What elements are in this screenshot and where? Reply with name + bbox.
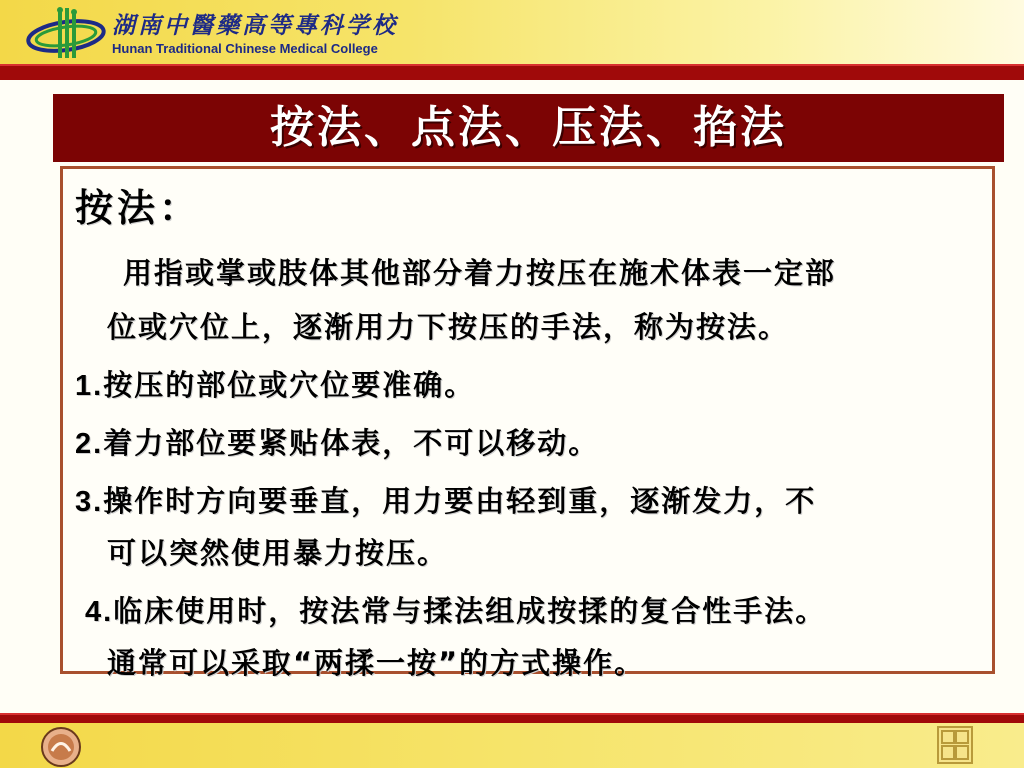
point-1 [75,363,475,404]
header-stripe [0,64,1024,80]
point-2 [75,421,599,462]
point-3-continued: 可以突然使用暴力按压。 [107,536,449,570]
college-name-en: Hunan Traditional Chinese Medical College [112,41,378,56]
point-text: 按压的部位或穴位要准确。 [103,368,476,402]
point-number: 1. [75,370,104,402]
college-logo-icon [24,4,114,62]
definition-line-2: 位或穴位上，逐渐用力下按压的手法，称为按法。 [107,310,790,344]
point-number: 2. [75,428,104,460]
point-4 [85,589,826,630]
point-text: 着力部位要紧贴体表，不可以移动。 [103,426,600,460]
content-box [60,166,995,680]
emblem-icon [38,726,84,768]
slide-title-bar [53,94,1004,162]
point-3 [75,479,816,520]
point-number: 4. [85,596,114,628]
footer-banner [0,723,1024,768]
section-heading: 按法： [75,186,202,230]
point-number: 3. [75,486,104,518]
point-4-continued: 通常可以采取“两揉一按”的方式操作。 [107,646,646,680]
point-text: 操作时方向要垂直，用力要由轻到重，逐渐发力，不 [103,484,817,518]
slide-title: 按法、点法、压法、掐法 [270,102,787,153]
college-name-cn: 湖南中醫藥高等專科学校 [112,12,398,39]
slide-nav-icon[interactable] [936,725,974,765]
definition-line-1: 用指或掌或肢体其他部分着力按压在施术体表一定部 [123,256,837,290]
point-text: 临床使用时，按法常与揉法组成按揉的复合性手法。 [113,594,827,628]
